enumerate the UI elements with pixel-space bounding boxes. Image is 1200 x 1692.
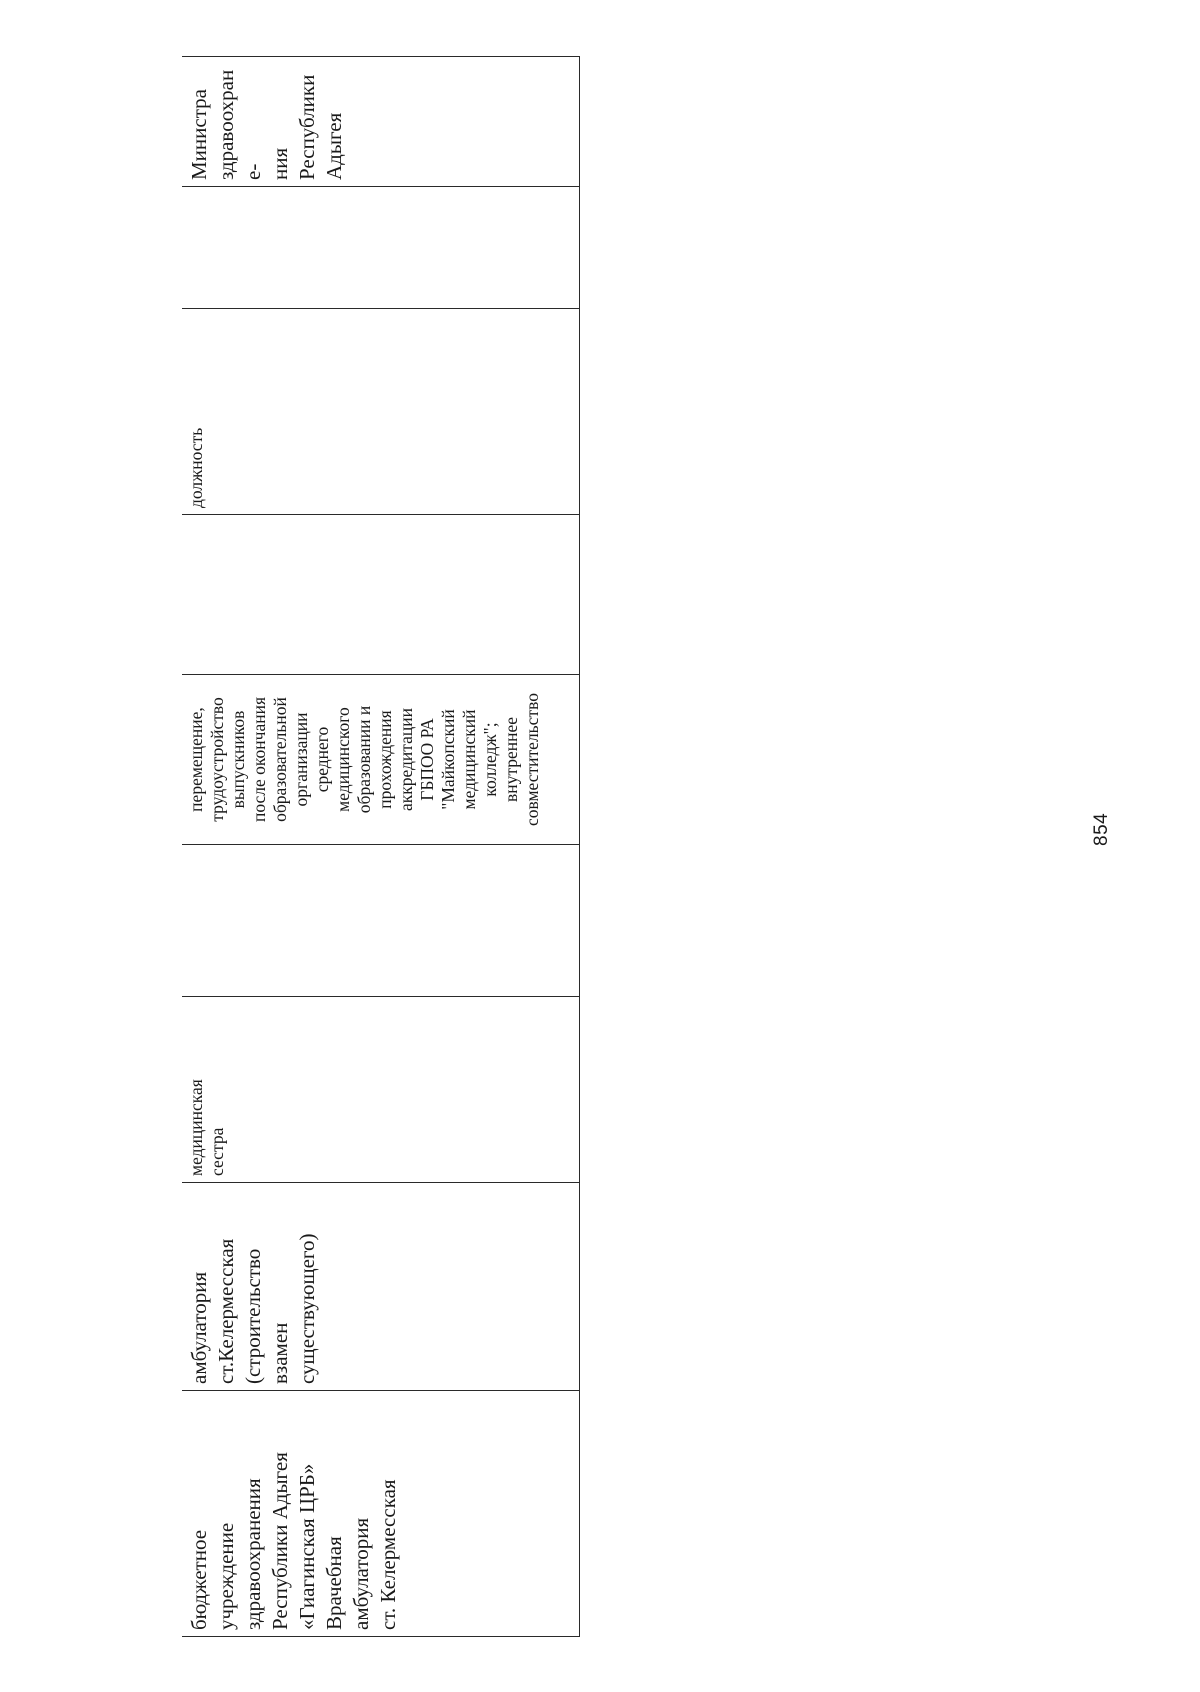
organization-cell <box>182 1391 580 1637</box>
empty-cell-1 <box>182 845 580 997</box>
responsible-text: Министра здравоохране- ния Республики Адыгея <box>187 69 346 180</box>
measures-cell <box>182 675 580 845</box>
unit-cell <box>182 309 580 515</box>
empty-cell-2 <box>182 515 580 675</box>
measures-text: перемещение, трудоустройство выпускников после окончания образовательной организации среднего медицинского образовании и прохождения аккредитации ГБПОО РА "Майкопский медицинский колледж"; внутреннее совместительство <box>186 693 542 826</box>
organization-text: бюджетное учреждение здравоохранения Республики Адыгея «Гиагинская ЦРБ» Врачебная амбулатория ст. Келермесская <box>187 1452 400 1630</box>
rotated-table-container <box>182 57 580 1637</box>
position-cell <box>182 997 580 1183</box>
facility-cell <box>182 1183 580 1391</box>
empty-cell-3 <box>182 187 580 309</box>
staffing-table <box>182 56 580 1637</box>
table-row <box>182 57 580 1637</box>
page-number: 854 <box>1091 812 1112 846</box>
position-text: медицинская сестра <box>186 1079 227 1176</box>
facility-text: амбулатория ст.Келермесская (строительство взамен существующего) <box>187 1233 319 1384</box>
responsible-cell <box>182 57 580 187</box>
unit-text: должность <box>186 427 206 508</box>
